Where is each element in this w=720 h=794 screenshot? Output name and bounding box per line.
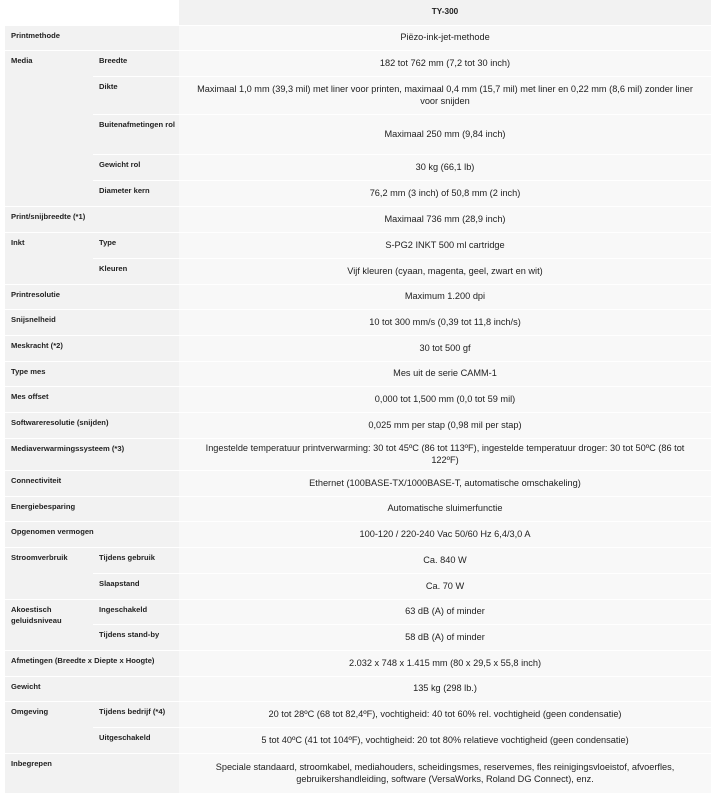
group-label: Inkt — [5, 232, 93, 284]
spec-value: 0,025 mm per stap (0,98 mil per stap) — [179, 412, 711, 438]
table-row — [5, 361, 711, 386]
sub-label: Buitenafmetingen rol — [93, 114, 179, 154]
group-label: Type mes — [5, 361, 179, 386]
group-label: Afmetingen (Breedte x Diepte x Hoogte) — [5, 650, 179, 676]
group-label: Stroomverbruik — [5, 547, 93, 599]
group-label: Gewicht — [5, 676, 179, 701]
group-label: Printmethode — [5, 25, 179, 50]
table-row — [5, 386, 711, 412]
spec-value: Ca. 840 W — [179, 547, 711, 573]
spec-table-container — [5, 0, 711, 794]
sub-label: Uitgeschakeld — [93, 727, 179, 753]
table-row — [5, 676, 711, 701]
spec-value: Vijf kleuren (cyaan, magenta, geel, zwart en wit) — [179, 258, 711, 284]
table-row — [5, 206, 711, 232]
group-label: Snijsnelheid — [5, 309, 179, 335]
spec-value: Maximum 1.200 dpi — [179, 284, 711, 309]
table-row — [5, 573, 711, 599]
table-row — [5, 624, 711, 650]
spec-value: 20 tot 28ºC (68 tot 82,4ºF), vochtigheid: 40 tot 60% rel. vochtigheid (geen condensatie) — [179, 701, 711, 727]
spec-value: Ingestelde temperatuur printverwarming: 30 tot 45ºC (86 tot 113ºF), ingestelde temperatuur droger: 30 tot 50ºC (86 tot 122ºF) — [179, 438, 711, 470]
sub-label: Tijdens stand-by — [93, 624, 179, 650]
table-row — [5, 701, 711, 727]
spec-value: 30 tot 500 gf — [179, 335, 711, 361]
table-row — [5, 284, 711, 309]
spec-value: 2.032 x 748 x 1.415 mm (80 x 29,5 x 55,8 inch) — [179, 650, 711, 676]
spec-table — [5, 0, 711, 794]
table-row — [5, 335, 711, 361]
group-label: Softwareresolutie (snijden) — [5, 412, 179, 438]
sub-label: Dikte — [93, 76, 179, 114]
table-row — [5, 180, 711, 206]
spec-value: Automatische sluimerfunctie — [179, 496, 711, 521]
table-row — [5, 521, 711, 547]
sub-label: Tijdens bedrijf (*4) — [93, 701, 179, 727]
group-label: Meskracht (*2) — [5, 335, 179, 361]
spec-value: Piëzo-ink-jet-methode — [179, 25, 711, 50]
spec-value: 5 tot 40ºC (41 tot 104ºF), vochtigheid: 20 tot 80% relatieve vochtigheid (geen condensatie) — [179, 727, 711, 753]
table-row — [5, 753, 711, 793]
table-row — [5, 496, 711, 521]
table-row — [5, 309, 711, 335]
spec-value: 63 dB (A) of minder — [179, 599, 711, 624]
group-label: Energiebesparing — [5, 496, 179, 521]
model-header: TY-300 — [179, 0, 711, 25]
sub-label: Type — [93, 232, 179, 258]
spec-value: 135 kg (298 lb.) — [179, 676, 711, 701]
spec-value: Maximaal 736 mm (28,9 inch) — [179, 206, 711, 232]
spec-value: Ethernet (100BASE-TX/1000BASE-T, automatische omschakeling) — [179, 470, 711, 496]
sub-label: Tijdens gebruik — [93, 547, 179, 573]
group-label: Print/snijbreedte (*1) — [5, 206, 179, 232]
table-row — [5, 258, 711, 284]
sub-label: Gewicht rol — [93, 154, 179, 180]
table-header-row — [5, 0, 711, 25]
spec-value: Maximaal 1,0 mm (39,3 mil) met liner voor printen, maximaal 0,4 mm (15,7 mil) met liner en 0,22 mm (8,6 mil) zonder liner voor snijden — [179, 76, 711, 114]
group-label: Omgeving — [5, 701, 93, 753]
sub-label: Kleuren — [93, 258, 179, 284]
group-label: Opgenomen vermogen — [5, 521, 179, 547]
spec-value: 30 kg (66,1 lb) — [179, 154, 711, 180]
spec-value: S-PG2 INKT 500 ml cartridge — [179, 232, 711, 258]
sub-label: Diameter kern — [93, 180, 179, 206]
spec-value: Maximaal 250 mm (9,84 inch) — [179, 114, 711, 154]
group-label: Akoestisch geluidsniveau — [5, 599, 93, 650]
group-label: Connectiviteit — [5, 470, 179, 496]
spec-value: Mes uit de serie CAMM-1 — [179, 361, 711, 386]
table-row — [5, 412, 711, 438]
spec-value: 182 tot 762 mm (7,2 tot 30 inch) — [179, 50, 711, 76]
spec-value: 100-120 / 220-240 Vac 50/60 Hz 6,4/3,0 A — [179, 521, 711, 547]
table-row — [5, 470, 711, 496]
group-label: Mediaverwarmingssysteem (*3) — [5, 438, 179, 470]
table-row — [5, 25, 711, 50]
spec-value: 76,2 mm (3 inch) of 50,8 mm (2 inch) — [179, 180, 711, 206]
group-label: Inbegrepen — [5, 753, 179, 793]
sub-label: Breedte — [93, 50, 179, 76]
table-row — [5, 232, 711, 258]
table-row — [5, 650, 711, 676]
group-label: Mes offset — [5, 386, 179, 412]
spec-value: 0,000 tot 1,500 mm (0,0 tot 59 mil) — [179, 386, 711, 412]
spec-value: 58 dB (A) of minder — [179, 624, 711, 650]
spec-value: Speciale standaard, stroomkabel, mediahouders, scheidingsmes, reservemes, fles reinigingsvloeistof, afvoerfles, gebruikershandleiding, software (VersaWorks, Roland DG Connect), enz. — [179, 753, 711, 793]
table-row — [5, 114, 711, 154]
table-row — [5, 727, 711, 753]
spec-value: Ca. 70 W — [179, 573, 711, 599]
group-label: Printresolutie — [5, 284, 179, 309]
table-row — [5, 438, 711, 470]
table-row — [5, 76, 711, 114]
header-blank-cell — [5, 0, 179, 25]
group-label: Media — [5, 50, 93, 206]
sub-label: Slaapstand — [93, 573, 179, 599]
sub-label: Ingeschakeld — [93, 599, 179, 624]
table-row — [5, 599, 711, 624]
spec-value: 10 tot 300 mm/s (0,39 tot 11,8 inch/s) — [179, 309, 711, 335]
table-row — [5, 154, 711, 180]
table-row — [5, 547, 711, 573]
table-row — [5, 50, 711, 76]
